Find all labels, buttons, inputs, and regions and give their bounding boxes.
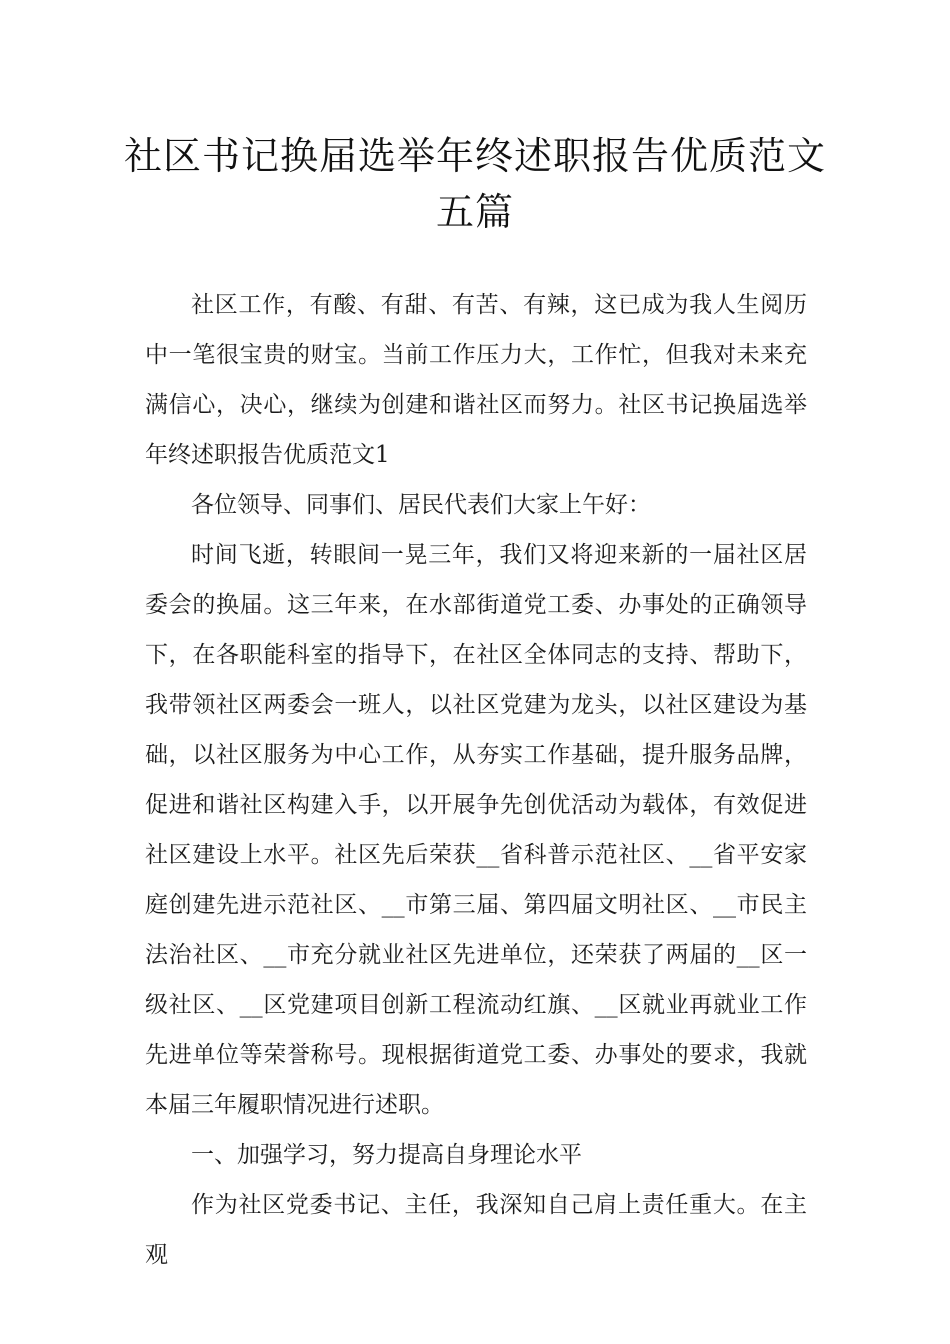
section-heading: 一、加强学习，努力提高自身理论水平 (191, 1142, 582, 1168)
document-title: 社区书记换届选举年终述职报告优质范文五篇 (123, 134, 826, 234)
body-paragraph: 时间飞逝，转眼间一晃三年，我们又将迎来新的一届社区居委会的换届。这三年来，在水部街道党工委、办事处的正确领导下，在各职能科室的指导下，在社区全体同志的支持、帮助下，我带领社区两委会一班人，以社区党建为龙头，以社区建设为基础，以社区服务为中心工作，从夯实工作基础，提升服务品牌，促进和谐社区构建入手，以开展争先创优活动为载体，有效促进社区建设上水平。社区先后荣获__省科普示范社区、__省平安家庭创建先进示范社区、__市第三届、第四届文明社区、__市民主法治社区、__市充分就业社区先进单位，还荣获了两届的__区一级社区、__区党建项目创新工程流动红旗、__区就业再就业工作先进单位等荣誉称号。现根据街道党工委、办事处的要求，我就本届三年履职情况进行述职。 (145, 542, 807, 1118)
document-body (145, 280, 807, 1280)
body-paragraph: 社区工作，有酸、有甜、有苦、有辣，这已成为我人生阅历中一笔很宝贵的财宝。当前工作压力大，工作忙，但我对未来充满信心，决心，继续为创建和谐社区而努力。社区书记换届选举年终述职报告优质范文1 (145, 292, 807, 468)
body-paragraph: 作为社区党委书记、主任，我深知自己肩上责任重大。在主观 (145, 1192, 807, 1268)
body-paragraph: 各位领导、同事们、居民代表们大家上午好： (191, 492, 651, 518)
